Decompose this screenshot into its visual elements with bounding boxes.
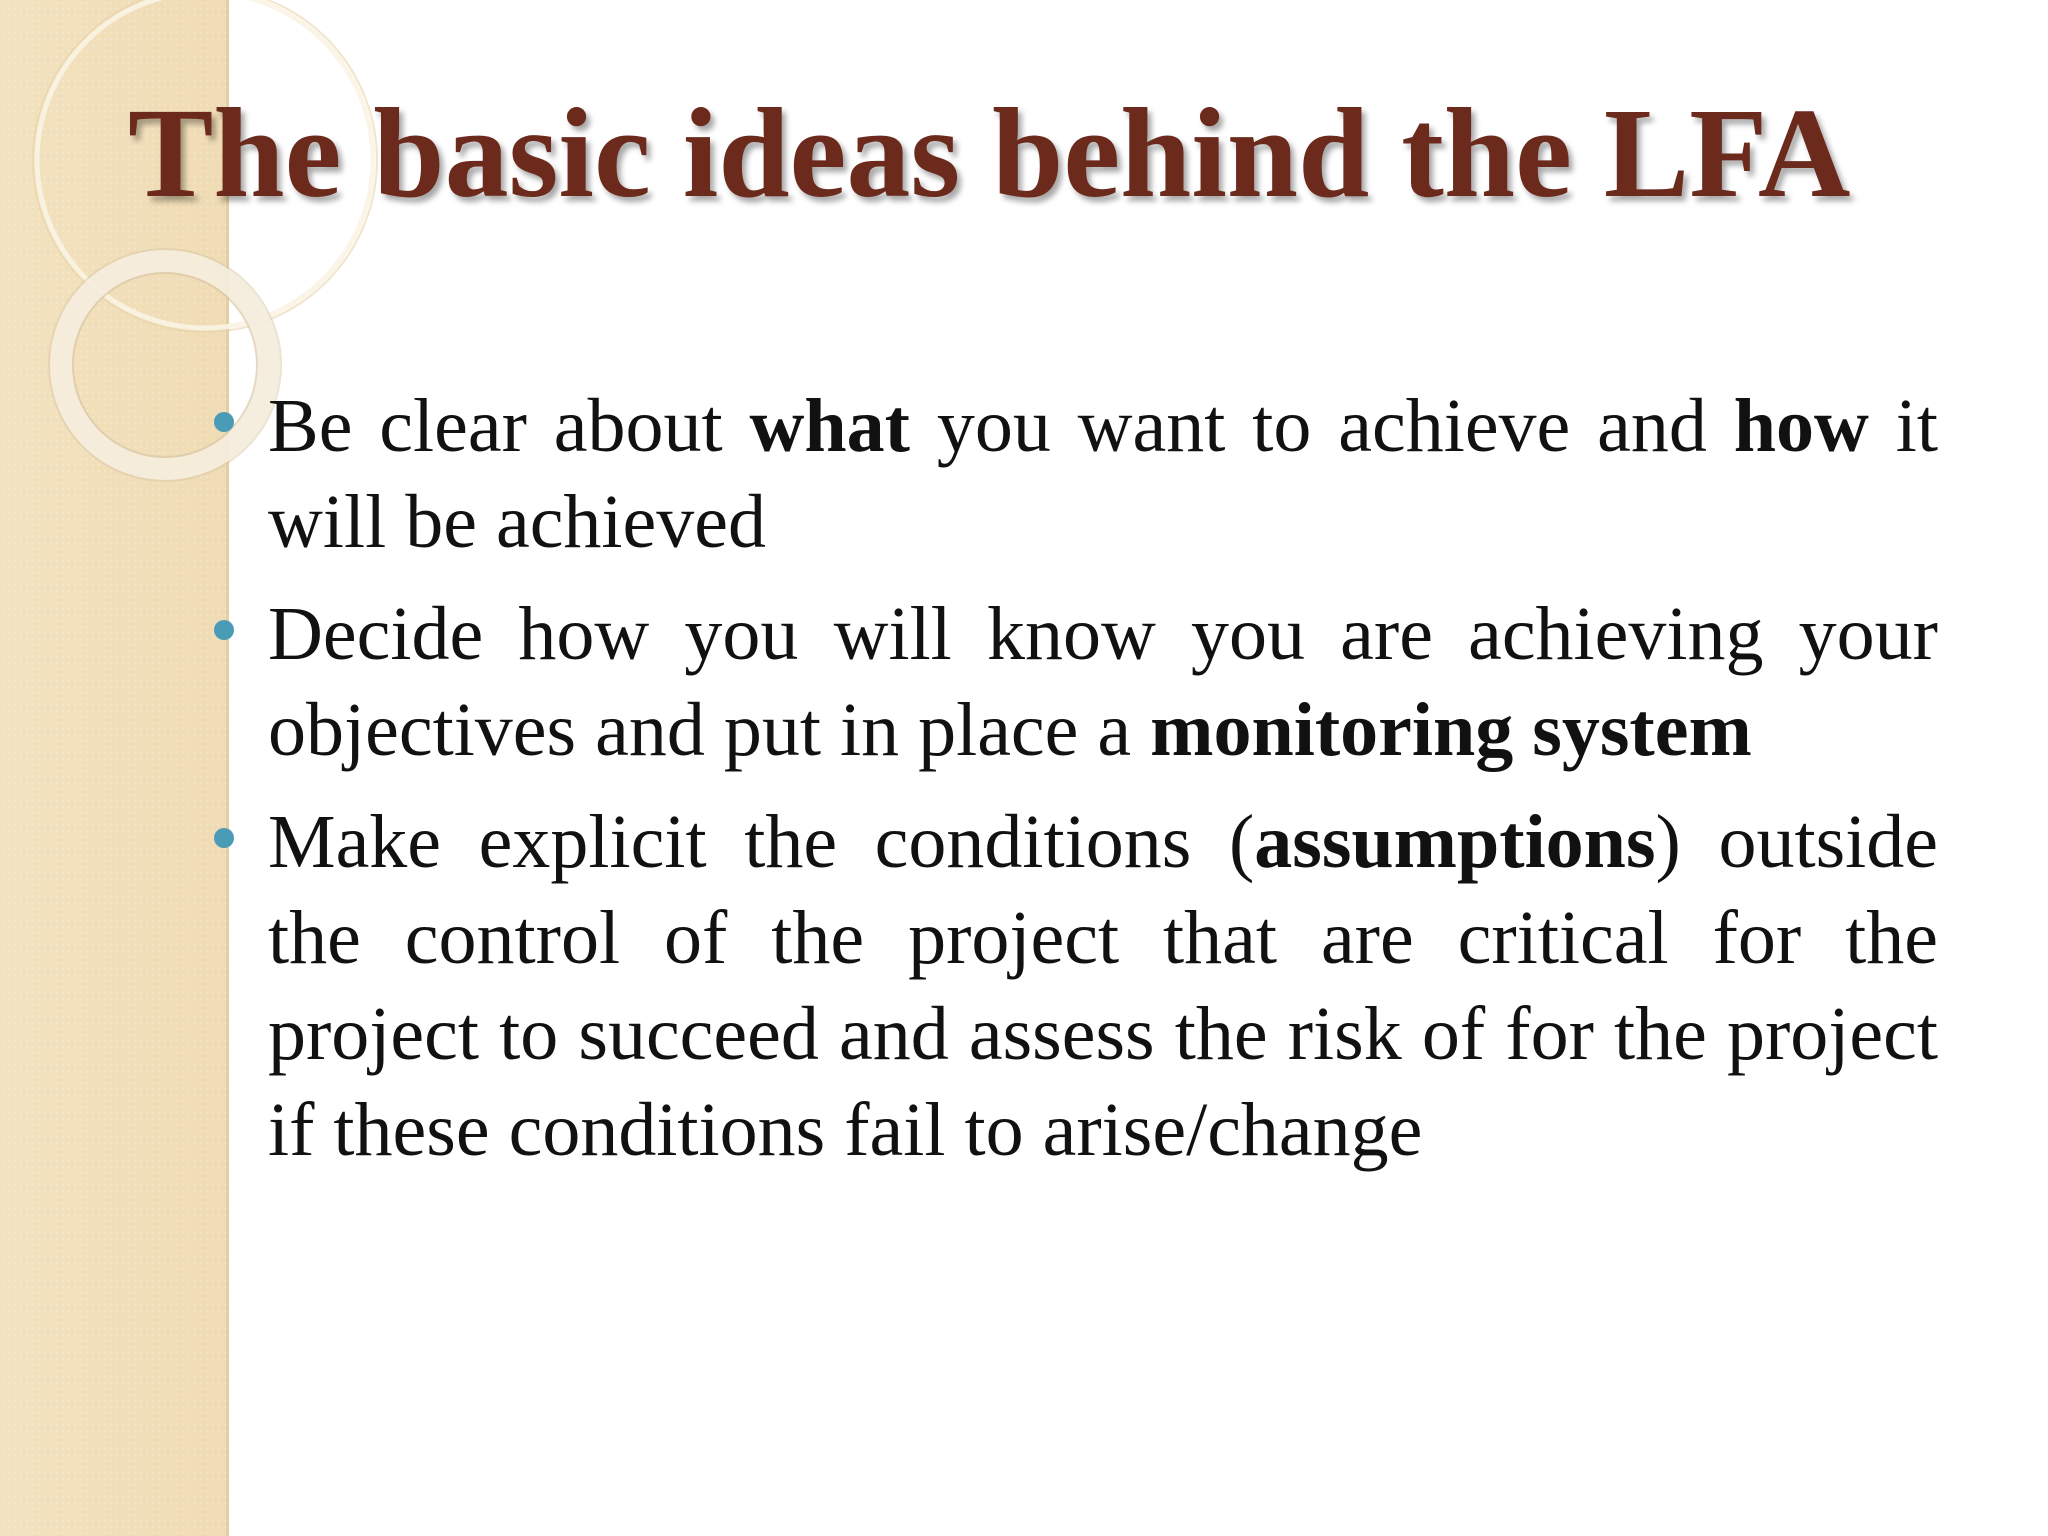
bullet-dot-icon (214, 412, 234, 432)
bullet-segment: ) outside the control of the project that are critical for the project to succeed and assess the risk of for the project if these conditions fail to arise/change (268, 800, 1938, 1172)
bullet-segment: Be clear about (268, 384, 750, 468)
bullet-list (208, 378, 1938, 1194)
bullet-segment: Decide how you will know you are achieving your objectives and put in place a (268, 592, 1938, 772)
bullet-item-1 (208, 378, 1938, 570)
bullet-text (268, 800, 1938, 1172)
bullet-dot-icon (214, 828, 234, 848)
bullet-bold-segment: what (749, 384, 910, 468)
bullet-bold-segment: how (1733, 384, 1869, 468)
bullet-segment: you want to achieve and (909, 384, 1734, 468)
bullet-dot-icon (214, 620, 234, 640)
bullet-bold-segment: assumptions (1254, 800, 1656, 884)
bullet-item-3 (208, 794, 1938, 1178)
bullet-bold-segment: monitoring system (1150, 688, 1752, 772)
slide-title: The basic ideas behind the LFA (128, 82, 1851, 224)
bullet-segment: Make explicit the conditions ( (268, 800, 1255, 884)
bullet-item-2 (208, 586, 1938, 778)
bullet-text (268, 384, 1938, 564)
bullet-segment: it will be achieved (268, 384, 1938, 564)
bullet-text (268, 592, 1938, 772)
